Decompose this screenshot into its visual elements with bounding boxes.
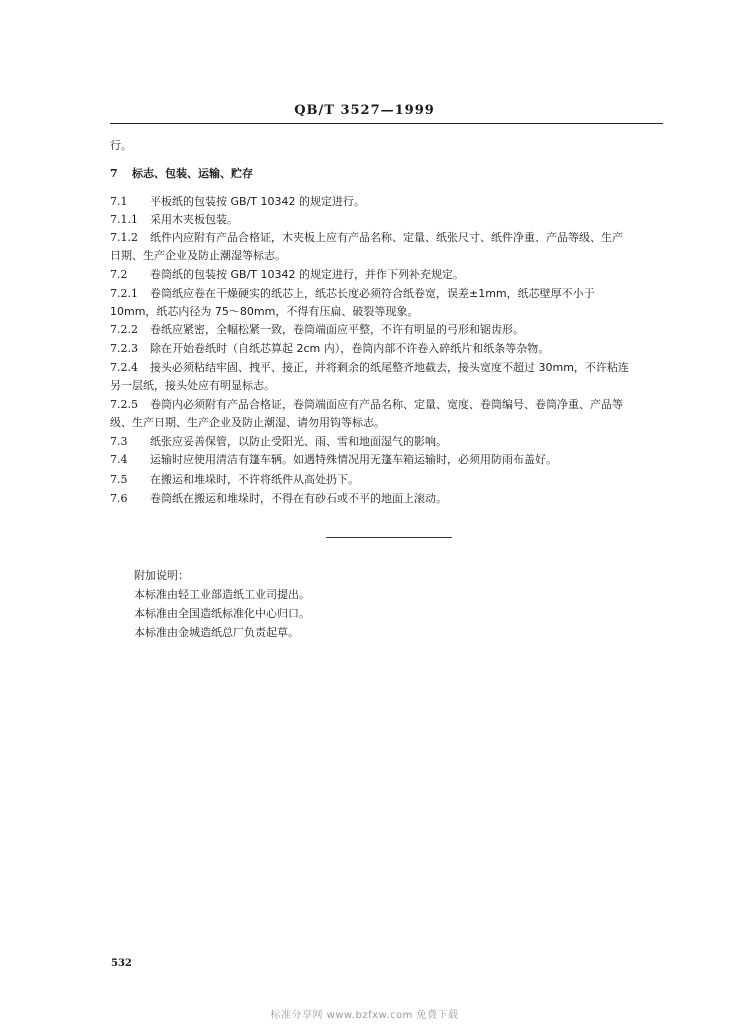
clause-text: 接头必须粘结牢固、拽平、接正，并将剩余的纸尾整齐地截去，接头宽度不超过 30mm，不许粘连	[150, 361, 629, 374]
clause-line	[110, 194, 670, 210]
page-number: 532	[111, 958, 132, 969]
clause-line-continued	[110, 378, 670, 394]
clause-number: 7.1	[110, 195, 128, 208]
clause-text: 卷筒纸应卷在干燥硬实的纸芯上，纸芯长度必须符合纸卷宽，误差±1mm，纸芯壁厚不小于	[150, 287, 595, 300]
clause-line	[110, 341, 670, 357]
clause-number: 7.2.2	[110, 323, 138, 336]
clause-number: 7.2.5	[110, 398, 138, 411]
clause-line	[110, 397, 670, 413]
section-title: 标志、包装、运输、贮存	[132, 167, 253, 180]
clause-line	[110, 286, 670, 302]
clause-text: 级、生产日期、生产企业及防止潮湿、请勿用钩等标志。	[110, 416, 385, 429]
clause-line	[110, 267, 670, 283]
clause-number: 7.2.1	[110, 287, 138, 300]
site-watermark: 标准分享网 www.bzfxw.com 免费下载	[270, 1010, 459, 1021]
header-rule	[110, 123, 663, 124]
appendix-line: 本标准由全国造纸标准化中心归口。	[134, 607, 310, 620]
end-of-text-rule	[326, 537, 452, 538]
clause-text: 在搬运和堆垛时，不许将纸件从高处扔下。	[150, 473, 359, 486]
clause-number: 7.2	[110, 268, 128, 281]
clause-line	[110, 230, 670, 246]
clause-line-continued	[110, 304, 670, 320]
clause-line-continued	[110, 248, 670, 264]
clause-number: 7.3	[110, 435, 128, 448]
clause-text: 卷筒纸的包装按 GB/T 10342 的规定进行，并作下列补充规定。	[150, 268, 464, 281]
clause-text: 日期、生产企业及防止潮湿等标志。	[110, 249, 286, 262]
clause-text: 纸张应妥善保管，以防止受阳光、雨、雪和地面湿气的影响。	[150, 435, 447, 448]
appendix-line: 本标准由轻工业部造纸工业司提出。	[134, 588, 310, 601]
clause-line	[110, 452, 670, 468]
section-heading	[110, 166, 670, 182]
clause-line	[110, 322, 670, 338]
clause-text: 卷筒纸在搬运和堆垛时，不得在有砂石或不平的地面上滚动。	[150, 492, 447, 505]
clause-line	[110, 491, 670, 507]
clause-text: 除在开始卷纸时（自纸芯算起 2cm 内），卷筒内部不许卷入碎纸片和纸条等杂物。	[150, 342, 550, 355]
clause-line	[110, 360, 670, 376]
section-number: 7	[110, 167, 118, 180]
clause-line	[110, 434, 670, 450]
clause-text: 10mm，纸芯内径为 75～80mm，不得有压扁、破裂等现象。	[110, 305, 419, 318]
clause-number: 7.1.1	[110, 213, 138, 226]
clause-number: 7.2.3	[110, 342, 138, 355]
clause-number: 7.5	[110, 473, 128, 486]
clause-line-continued	[110, 415, 670, 431]
clause-number: 7.6	[110, 492, 128, 505]
clause-text: 卷纸应紧密，全幅松紧一致，卷筒端面应平整，不许有明显的弓形和锯齿形。	[150, 323, 524, 336]
carryover-text: 行。	[110, 139, 132, 152]
appendix-line: 本标准由金城造纸总厂负责起草。	[134, 626, 299, 639]
clause-number: 7.2.4	[110, 361, 138, 374]
clause-text: 平板纸的包装按 GB/T 10342 的规定进行。	[150, 195, 365, 208]
clause-text: 运输时应使用清洁有篷车辆。如遇特殊情况用无篷车箱运输时，必须用防雨布盖好。	[150, 453, 557, 466]
clause-text: 卷筒内必须附有产品合格证，卷筒端面应有产品名称、定量、宽度、卷筒编号、卷筒净重、产品等	[150, 398, 623, 411]
clause-text: 另一层纸，接头处应有明显标志。	[110, 379, 275, 392]
clause-text: 纸件内应附有产品合格证，木夹板上应有产品名称、定量、纸张尺寸、纸件净重、产品等级、生产	[150, 231, 623, 244]
standard-number-header: QB/T 3527—1999	[294, 103, 435, 118]
clause-number: 7.1.2	[110, 231, 138, 244]
clause-number: 7.4	[110, 453, 128, 466]
appendix-heading: 附加说明：	[134, 569, 189, 582]
clause-text: 采用木夹板包装。	[150, 213, 238, 226]
clause-line	[110, 472, 670, 488]
clause-line	[110, 212, 670, 228]
